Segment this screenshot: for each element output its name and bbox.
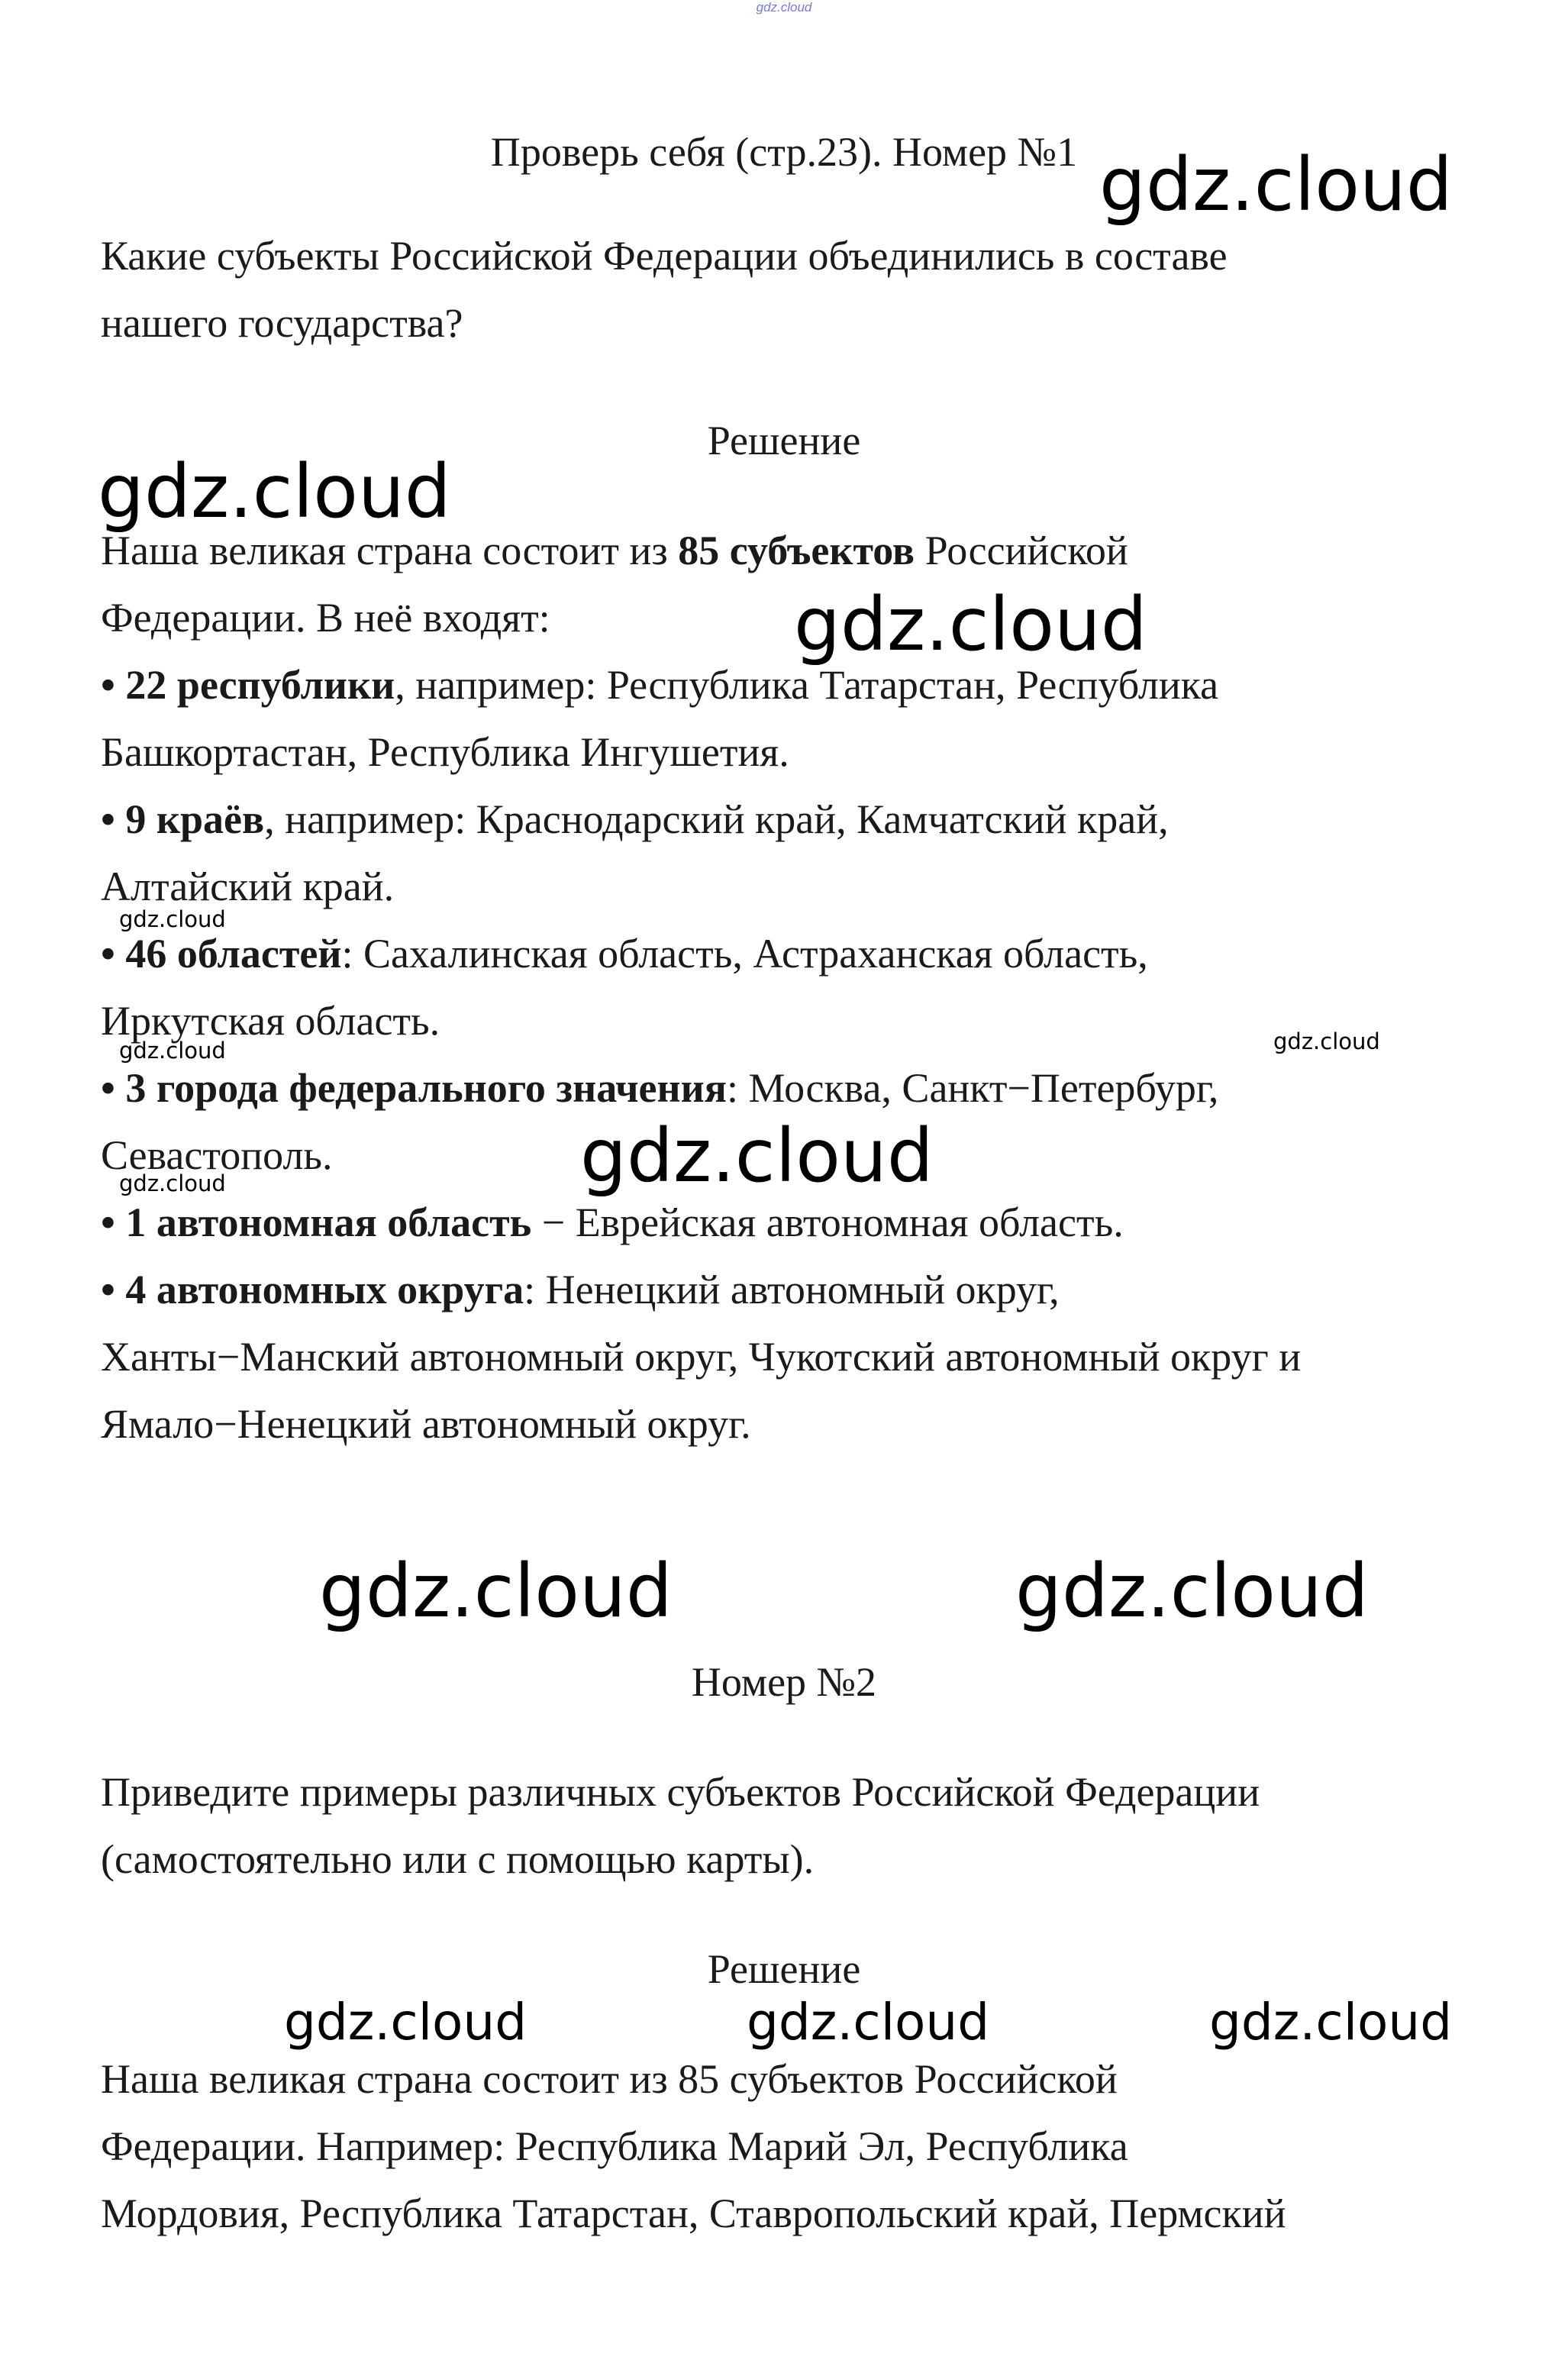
item-oblasts [101,931,1148,977]
intro-text-a: Наша великая страна состоит из [101,528,679,573]
watermark: gdz.cloud [119,1170,226,1196]
item-autonomous-okrugs [101,1269,1060,1310]
section1-title: Проверь себя (стр.23). Номер №1 [490,129,1078,175]
item-rest: , например: Краснодарский край, Камчатский край, [264,796,1169,842]
item-rest: : Москва, Санкт−Петербург, [726,1065,1219,1111]
watermark: gdz.cloud [1209,1993,1453,2052]
section1-intro-line-1 [101,530,1128,571]
item-bold: • 22 республики [101,662,395,708]
section2-answer-line-1: Наша великая страна состоит из 85 субъектов Российской [101,2056,1118,2102]
item-bold: • 1 автономная область [101,1199,532,1245]
item-bold: • 46 областей [101,931,342,977]
section2-question-line-1: Приведите примеры различных субъектов Российской Федерации [101,1769,1260,1815]
watermark: gdz.cloud [1273,1028,1380,1054]
item-rest: : Ненецкий автономный округ, [524,1267,1060,1312]
item-rest: − Еврейская автономная область. [531,1199,1124,1245]
watermark: gdz.cloud [580,1113,934,1199]
section2-answer-line-3: Мордовия, Республика Татарстан, Ставропольский край, Пермский [101,2191,1286,2236]
item-bold: • 4 автономных округа [101,1267,524,1312]
section1-solution-label: Решение [707,418,861,463]
top-site-mark: gdz.cloud [756,0,812,15]
watermark: gdz.cloud [794,582,1147,667]
watermark: gdz.cloud [119,1038,226,1064]
watermark: gdz.cloud [1099,142,1453,228]
watermark: gdz.cloud [1015,1548,1369,1634]
watermark: gdz.cloud [98,449,451,534]
watermark: gdz.cloud [119,906,226,932]
section2-title: Номер №2 [691,1659,877,1705]
item-rest: , например: Республика Татарстан, Республика [395,662,1219,708]
intro-text-b: Российской [915,528,1128,573]
watermark: gdz.cloud [284,1993,528,2052]
item-bold: • 3 города федерального значения [101,1065,727,1111]
section1-intro-line-2: Федерации. В неё входят: [101,595,550,641]
item-federal-cities [101,1067,1218,1109]
watermark: gdz.cloud [319,1548,673,1634]
item-republics [101,662,1219,708]
watermark: gdz.cloud [747,1993,990,2052]
section2-question-line-2: (самостоятельно или с помощью карты). [101,1836,815,1882]
item-bold: • 9 краёв [101,796,265,842]
intro-count-bold: 85 субъектов [678,528,915,573]
item-krais-cont: Алтайский край. [101,864,395,909]
section1-question-line-2: нашего государства? [101,300,463,346]
item-autonomous-okrugs-cont-2: Ямало−Ненецкий автономный округ. [101,1401,751,1447]
item-autonomous-oblast [101,1199,1124,1245]
item-rest: : Сахалинская область, Астраханская область, [341,931,1148,977]
item-autonomous-okrugs-cont: Ханты−Манский автономный округ, Чукотский автономный округ и [101,1334,1302,1380]
item-federal-cities-cont: Севастополь. [101,1132,333,1178]
section1-question-line-1: Какие субъекты Российской Федерации объединились в составе [101,233,1228,279]
item-oblasts-cont: Иркутская область. [101,998,440,1044]
item-republics-cont: Башкортастан, Республика Ингушетия. [101,729,789,775]
section2-answer-line-2: Федерации. Например: Республика Марий Эл, Республика [101,2123,1128,2169]
item-krais [101,796,1169,842]
section2-solution-label: Решение [707,1946,861,1992]
